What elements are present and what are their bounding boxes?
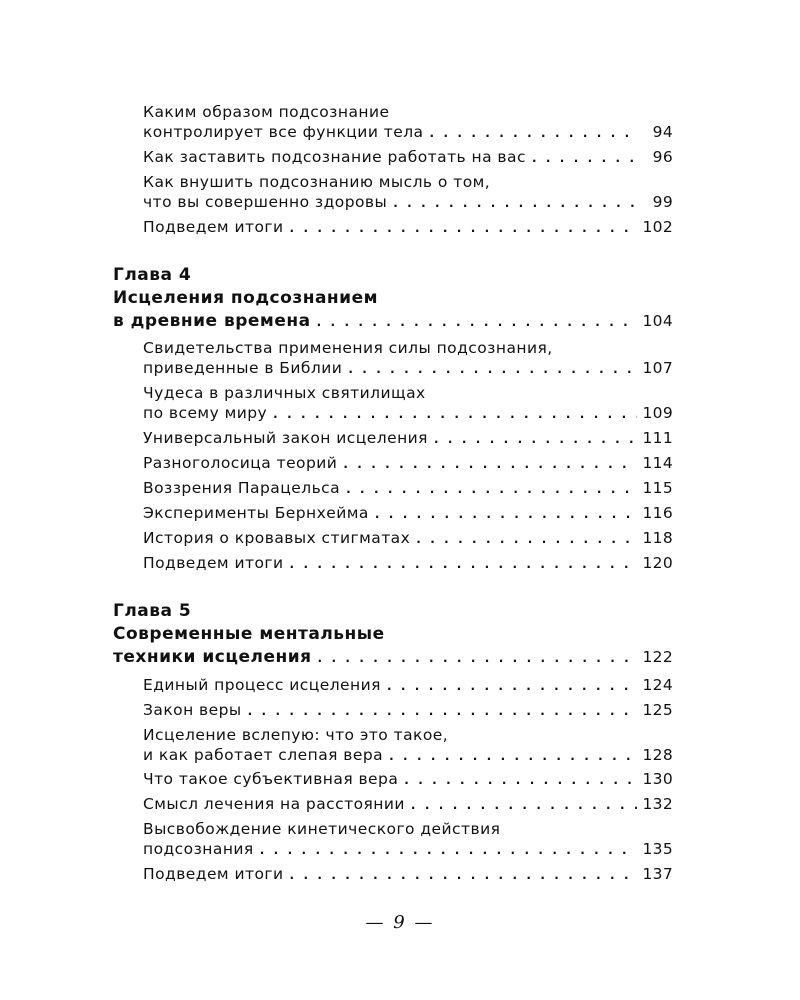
toc-entry	[143, 673, 673, 697]
toc-page-number: 125	[642, 701, 673, 719]
toc-entry	[143, 215, 673, 239]
toc-entry-line: Каким образом подсознание	[143, 103, 390, 121]
dot-leader	[387, 674, 637, 698]
toc-entry	[143, 526, 673, 550]
toc-entry-title: что вы совершенно здоровы	[143, 193, 388, 211]
dot-leader	[434, 427, 637, 451]
toc-entry-line: Как внушить подсознанию мысль о том,	[143, 173, 491, 191]
page-number: — 9 —	[365, 912, 435, 933]
toc-entry-title: История о кровавых стигматах	[143, 529, 411, 547]
chapter-entry	[113, 309, 673, 333]
toc-entry-title: Эксперименты Бернхейма	[143, 504, 369, 522]
dot-leader	[416, 527, 636, 551]
toc-entry-title: Что такое субъективная вера	[143, 770, 399, 788]
dot-leader	[317, 310, 637, 334]
dot-leader	[348, 357, 636, 381]
toc-page-number: 124	[642, 676, 673, 694]
toc-page-number: 94	[652, 123, 673, 141]
chapter-entry	[113, 645, 673, 669]
toc-entry-title: контролирует все функции тела	[143, 123, 424, 141]
toc-entry-line: Свидетельства применения силы подсознания,	[143, 339, 553, 357]
toc-page-number: 114	[642, 454, 673, 472]
dot-leader	[411, 793, 637, 817]
toc-entry-title: Подведем итоги	[143, 218, 284, 236]
toc-entry	[143, 190, 673, 214]
toc-entry-title: Единый процесс исцеления	[143, 676, 381, 694]
chapter-title: техники исцеления	[113, 647, 312, 667]
dot-leader	[430, 121, 637, 145]
toc-entry-title: Подведем итоги	[143, 865, 284, 883]
toc-entry-line: Чудеса в различных святилищах	[143, 384, 426, 402]
toc-entry	[143, 551, 673, 575]
toc-entry-title: приведенные в Библии	[143, 359, 343, 377]
toc-entry-title: Разноголосица теорий	[143, 454, 338, 472]
toc-entry-title: подсознания	[143, 840, 254, 858]
dot-leader	[346, 477, 636, 501]
toc-page-number: 128	[642, 746, 673, 764]
dot-leader	[389, 744, 636, 768]
toc-page-number: 122	[642, 648, 673, 666]
toc-entry	[143, 743, 673, 767]
dot-leader	[290, 216, 637, 240]
toc-entry	[143, 698, 673, 722]
dot-leader	[290, 863, 637, 887]
toc-entry-title: Закон веры	[143, 701, 242, 719]
dot-leader	[290, 552, 637, 576]
toc-entry	[143, 837, 673, 861]
toc-entry	[143, 476, 673, 500]
toc-entry	[143, 501, 673, 525]
toc-entry	[143, 767, 673, 791]
toc-page-number: 107	[642, 359, 673, 377]
toc-entry-title: по всему миру	[143, 404, 268, 422]
chapter-title-line: Исцеления подсознанием	[113, 288, 378, 308]
toc-page-number: 137	[642, 865, 673, 883]
chapter-label: Глава 4	[113, 265, 192, 285]
toc-entry-title: Воззрения Парацельса	[143, 479, 341, 497]
toc-entry	[143, 426, 673, 450]
dot-leader	[375, 502, 637, 526]
toc-page-number: 99	[652, 193, 673, 211]
toc-page-number: 104	[642, 312, 673, 330]
toc-page-number: 132	[642, 795, 673, 813]
toc-page-number: 130	[642, 770, 673, 788]
toc-entry-title: Подведем итоги	[143, 554, 284, 572]
dot-leader	[273, 402, 636, 426]
chapter-label: Глава 5	[113, 601, 192, 621]
toc-entry	[143, 862, 673, 886]
toc-page-number: 135	[642, 840, 673, 858]
toc-entry	[143, 401, 673, 425]
toc-entry	[143, 145, 673, 169]
toc-entry-line: Исцеление вслепую: что это такое,	[143, 726, 449, 744]
toc-entry	[143, 120, 673, 144]
dot-leader	[318, 646, 637, 670]
toc-page-number: 111	[642, 429, 673, 447]
toc-page-number: 109	[642, 404, 673, 422]
toc-page-number: 118	[642, 529, 673, 547]
dot-leader	[532, 146, 637, 170]
toc-entry	[143, 792, 673, 816]
chapter-title-line: Современные ментальные	[113, 624, 385, 644]
chapter-title: в древние времена	[113, 311, 311, 331]
dot-leader	[248, 699, 637, 723]
toc-entry	[143, 451, 673, 475]
toc-page-number: 120	[642, 554, 673, 572]
toc-entry-line: Высвобождение кинетического действия	[143, 820, 501, 838]
dot-leader	[404, 768, 636, 792]
toc-entry-title: Смысл лечения на расстоянии	[143, 795, 405, 813]
toc-entry-title: Как заставить подсознание работать на вас	[143, 148, 526, 166]
dot-leader	[260, 838, 637, 862]
toc-page-number: 102	[642, 218, 673, 236]
toc-page-number: 115	[642, 479, 673, 497]
toc-entry	[143, 356, 673, 380]
toc-page-number: 96	[652, 148, 673, 166]
dot-leader	[343, 452, 636, 476]
toc-entry-title: и как работает слепая вера	[143, 746, 384, 764]
toc-entry-title: Универсальный закон исцеления	[143, 429, 428, 447]
toc-page-number: 116	[642, 504, 673, 522]
dot-leader	[393, 191, 637, 215]
